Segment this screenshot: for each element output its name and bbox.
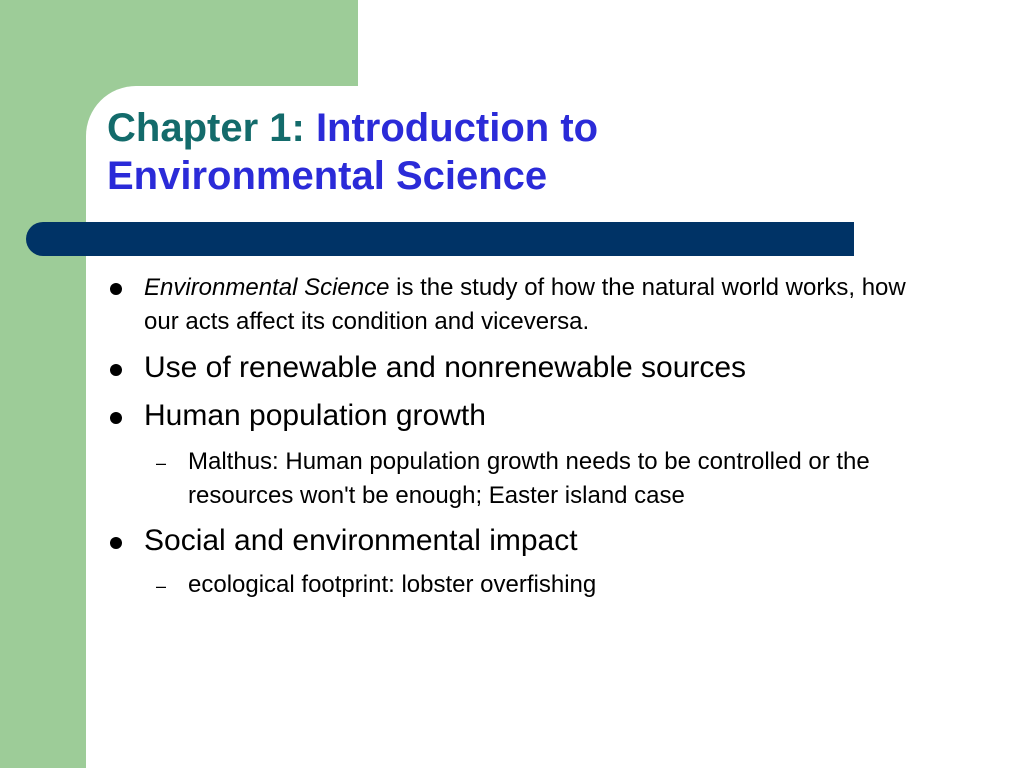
bullet-item-1-text: is the study of how the natural world works, how our acts affect its condition and viceversa. [144, 274, 906, 335]
bullet-item-3: Human population growth [144, 399, 486, 432]
bullet-dot [110, 537, 122, 549]
bullet-dot [110, 412, 122, 424]
sub-bullet-dash: – [156, 576, 167, 596]
sub-item-1: Malthus: Human population growth needs to be controlled or the resources won't be enough; Easter island case [188, 448, 870, 509]
sub-bullet-dash: – [156, 453, 167, 473]
bullet-dot [110, 364, 122, 376]
bullet-dot [110, 283, 122, 295]
bullet-item-4: Social and environmental impact [144, 524, 578, 557]
bullet-item-1-emphasis: Environmental Science [144, 274, 390, 301]
bullet-item-1 [144, 271, 924, 339]
title-prefix: Chapter 1: [107, 106, 305, 150]
bullet-item-2: Use of renewable and nonrenewable sources [144, 351, 747, 384]
title-main: Introduction to Environmental Science [107, 106, 599, 198]
sub-item-2: ecological footprint: lobster overfishing [188, 571, 597, 598]
